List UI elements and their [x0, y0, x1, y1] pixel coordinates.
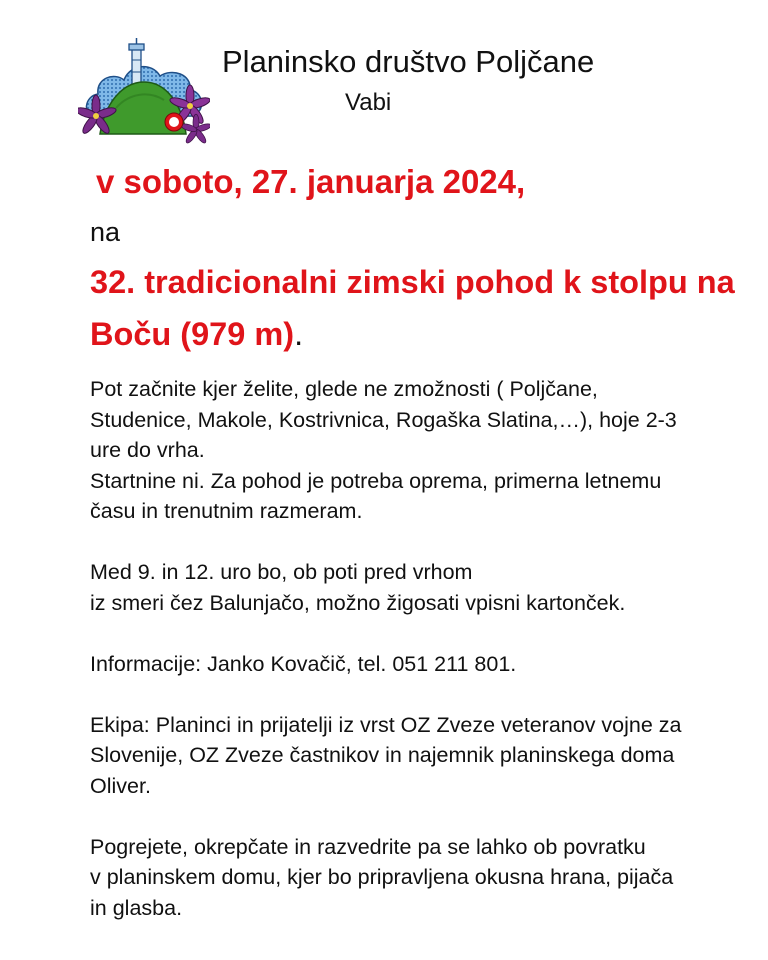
organization-title: Planinsko društvo Poljčane	[222, 44, 595, 79]
text-line: Studenice, Makole, Kostrivnica, Rogaška Slatina,…), hoje 2-3	[90, 407, 677, 432]
event-date: v soboto, 27. januarja 2024,	[96, 163, 526, 200]
contact-paragraph	[90, 649, 750, 680]
text-line: Ekipa: Planinci in prijatelji iz vrst OZ Zveze veteranov vojne za	[90, 712, 682, 737]
connector-word: na	[90, 217, 121, 247]
event-description	[90, 374, 750, 923]
event-title	[90, 256, 750, 360]
text-line: Med 9. in 12. uro bo, ob poti pred vrhom	[90, 560, 473, 584]
text-line: Pogrejete, okrepčate in razvedrite pa se lahko ob povratku	[90, 834, 646, 859]
stamp-paragraph	[90, 557, 750, 618]
text-line: času in trenutnim razmeram.	[90, 499, 363, 523]
event-title-text: 32. tradicionalni zimski pohod k stolpu na Boču (979 m)	[90, 264, 735, 352]
team-paragraph	[90, 710, 750, 802]
text-line: iz smeri čez Balunjačo, možno žigosati vpisni kartonček.	[90, 590, 626, 615]
text-line: in glasba.	[90, 895, 183, 920]
refreshment-paragraph	[90, 832, 750, 924]
contact-info: Informacije: Janko Kovačič, tel. 051 211 801.	[90, 651, 517, 676]
event-title-period: .	[294, 316, 304, 352]
route-paragraph	[90, 374, 750, 527]
text-line: Slovenije, OZ Zveze častnikov in najemnik planinskega doma	[90, 743, 675, 767]
text-line: v planinskem domu, kjer bo pripravljena okusna hrana, pijača	[90, 865, 674, 889]
club-logo	[78, 38, 210, 144]
invite-label: Vabi	[345, 89, 392, 116]
text-line: Startnine ni. Za pohod je potreba oprema, primerna letnemu	[90, 468, 662, 493]
text-line: Pot začnite kjer želite, glede ne zmožnosti ( Poljčane,	[90, 377, 598, 401]
text-line: Oliver.	[90, 773, 151, 798]
text-line: ure do vrha.	[90, 438, 205, 462]
